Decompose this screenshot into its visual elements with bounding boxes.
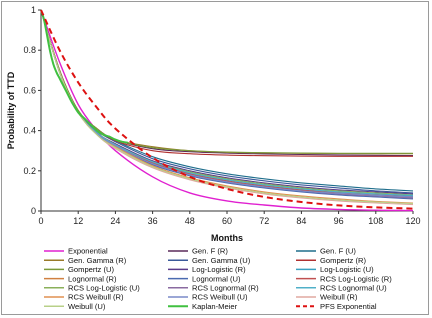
legend-item-rcs-weibull-r <box>44 293 124 302</box>
plot-area <box>41 10 413 211</box>
x-tick-label: 108 <box>368 216 384 226</box>
x-tick-label: 12 <box>73 216 84 226</box>
series-line-rcs-lognormal-r <box>41 10 413 198</box>
legend-label: Lognormal (U) <box>192 274 241 284</box>
y-tick-label: 0 <box>30 206 36 216</box>
x-tick-label: 24 <box>110 216 121 226</box>
y-tick-label: 0.6 <box>23 85 36 96</box>
legend-label: Kaplan-Meier <box>192 301 238 311</box>
legend-item-rcs-weibull-u <box>168 293 248 302</box>
legend-label: RCS Log-Logistic (R) <box>320 274 392 284</box>
legend-item-gen-f-u <box>296 247 356 256</box>
legend-item-rcs-lognormal-u <box>296 284 387 293</box>
legend-item-gen-f-r <box>168 247 228 256</box>
legend-label: RCS Weibull (U) <box>192 292 248 302</box>
x-tick-label: 60 <box>221 216 233 226</box>
series-line-rcs-weibull-u <box>41 10 413 197</box>
legend-label: Gompertz (R) <box>320 255 366 265</box>
legend-item-lognormal-u <box>168 274 241 283</box>
x-axis-title: Months <box>211 233 243 243</box>
legend-item-kaplan-meier <box>168 302 238 311</box>
legend-item-gompertz-u <box>44 265 114 274</box>
legend-item-gompertz-r <box>296 256 366 265</box>
legend-label: Log-Logistic (U) <box>320 265 374 275</box>
legend <box>44 247 392 311</box>
legend-item-rcs-log-logistic-r <box>296 274 392 283</box>
series-line-gen-f-u <box>41 10 413 191</box>
x-tick-label: 120 <box>405 216 421 226</box>
legend-item-log-logistic-u <box>296 265 374 274</box>
legend-item-lognormal-r <box>44 274 117 283</box>
legend-item-gen-gamma-u <box>168 256 251 265</box>
x-tick-label: 36 <box>147 216 158 226</box>
series-line-rcs-log-logistic-u <box>41 10 413 195</box>
legend-item-pfs-exponential <box>296 302 377 311</box>
y-tick-label: 0.4 <box>23 125 36 136</box>
x-tick-label: 84 <box>296 216 307 226</box>
legend-item-weibull-r <box>296 293 358 302</box>
legend-label: RCS Weibull (R) <box>68 292 124 302</box>
series-line-rcs-lognormal-u <box>41 10 413 195</box>
legend-label: PFS Exponential <box>320 301 377 311</box>
legend-label: Gen. F (U) <box>320 246 356 256</box>
legend-label: Log-Logistic (R) <box>192 265 246 275</box>
x-tick-label: 0 <box>38 216 44 226</box>
y-axis-title: Probability of TTD <box>6 71 16 150</box>
legend-label: Lognormal (R) <box>68 274 117 284</box>
legend-label: Gen. Gamma (R) <box>68 255 127 265</box>
series-line-kaplan-meier <box>41 10 128 143</box>
x-tick-label: 72 <box>259 216 270 226</box>
y-tick-label: 0.2 <box>23 165 36 176</box>
x-tick-label: 48 <box>184 216 195 226</box>
legend-label: Gompertz (U) <box>68 265 114 275</box>
legend-item-gen-gamma-r <box>44 256 127 265</box>
legend-label: RCS Lognormal (U) <box>320 283 387 293</box>
legend-item-weibull-u <box>44 302 106 311</box>
x-tick-label: 96 <box>333 216 344 226</box>
series-line-log-logistic-u <box>41 10 413 196</box>
legend-item-exponential <box>44 247 108 256</box>
legend-item-rcs-lognormal-r <box>168 284 259 293</box>
legend-label: RCS Lognormal (R) <box>192 283 259 293</box>
series-line-lognormal-u <box>41 10 413 199</box>
legend-label: Weibull (U) <box>68 301 106 311</box>
legend-label: RCS Log-Logistic (U) <box>68 283 140 293</box>
series-line-log-logistic-r <box>41 10 413 194</box>
legend-item-log-logistic-r <box>168 265 246 274</box>
y-tick-label: 0.8 <box>23 45 36 56</box>
legend-label: Gen. Gamma (U) <box>192 255 251 265</box>
series-line-rcs-log-logistic-r <box>41 10 413 197</box>
legend-label: Weibull (R) <box>320 292 358 302</box>
legend-label: Gen. F (R) <box>192 246 228 256</box>
legend-label: Exponential <box>68 246 108 256</box>
y-tick-label: 1 <box>30 5 36 15</box>
series-line-gen-gamma-u <box>41 10 413 193</box>
series-line-lognormal-r <box>41 10 413 198</box>
legend-item-rcs-log-logistic-u <box>44 284 140 293</box>
